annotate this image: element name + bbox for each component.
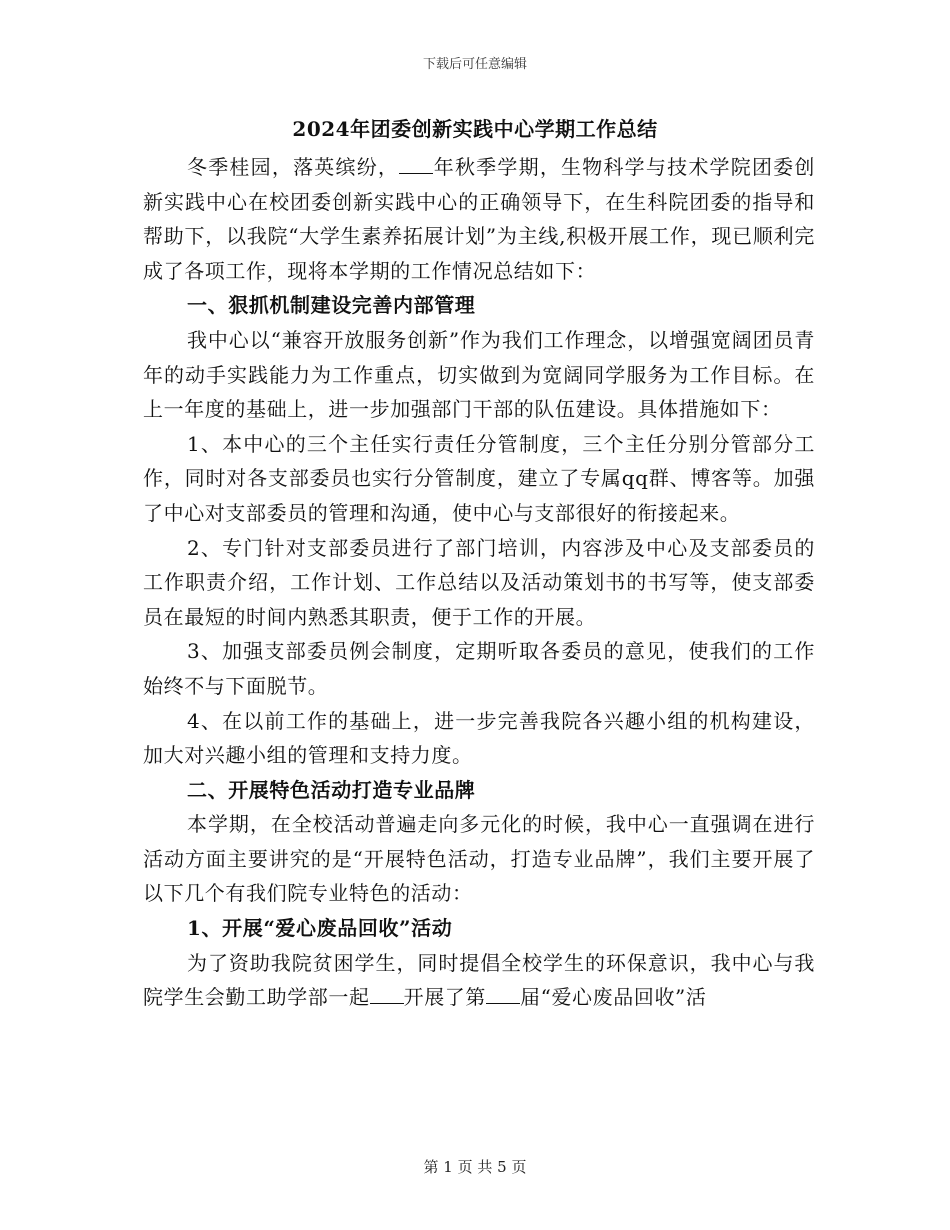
section1-item-4: 4、在以前工作的基础上，进一步完善我院各兴趣小组的机构建设，加大对兴趣小组的管理和支持力度。 bbox=[143, 708, 815, 768]
section1-paragraph: 我中心以“兼容开放服务创新”作为我们工作理念，以增强宽阔团员青年的动手实践能力为工作重点，切实做到为宽阔同学服务为工作目标。在上一年度的基础上，进一步加强部门干部的队伍建设。具体措施如下： bbox=[143, 327, 815, 422]
intro-text-start: 冬季桂园，落英缤纷， bbox=[187, 155, 400, 179]
section1-item-1: 1、本中心的三个主任实行责任分管制度，三个主任分别分管部分工作，同时对各支部委员也实行分管制度，建立了专属qq群、博客等。加强了中心对支部委员的管理和沟通，使中心与支部很好的衔接起来。 bbox=[143, 431, 815, 525]
intro-paragraph bbox=[143, 150, 815, 288]
section1-item-3: 3、加强支部委员例会制度，定期听取各委员的意见，使我们的工作始终不与下面脱节。 bbox=[143, 639, 815, 698]
intro-text-rest: 年秋季学期，生物科学与技术学院团委创新实践中心在校团委创新实践中心的正确领导下，在生科院团委的指导和帮助下，以我院“大学生素养拓展计划”为主线,积极开展工作，现已顺利完成了各项工作，现将本学期的工作情况总结如下： bbox=[143, 155, 815, 283]
fill-blank bbox=[370, 985, 404, 1004]
document-title: 2024年团委创新实践中心学期工作总结 bbox=[292, 117, 658, 141]
sub1-text-1: 为了资助我院贫困学生，同时提倡全校学生的环保意识，我中心与我院学生会勤工助学部一起 bbox=[143, 950, 815, 1010]
section2-sub1-paragraph bbox=[143, 946, 815, 1015]
fill-blank bbox=[486, 985, 520, 1004]
sub1-text-2: 开展了第 bbox=[403, 985, 487, 1010]
document-body bbox=[143, 150, 815, 1015]
sub1-text-3: 届“爱心废品回收”活 bbox=[520, 985, 707, 1010]
section1-heading: 一、狠抓机制建设完善内部管理 bbox=[187, 293, 476, 318]
section2-sub1-heading: 1、开展“爱心废品回收”活动 bbox=[187, 916, 453, 941]
section2-heading: 二、开展特色活动打造专业品牌 bbox=[187, 777, 476, 802]
section1-item-2: 2、专门针对支部委员进行了部门培训，内容涉及中心及支部委员的工作职责介绍，工作计划、工作总结以及活动策划书的书写等，使支部委员在最短的时间内熟悉其职责，便于工作的开展。 bbox=[143, 535, 815, 629]
header-note: 下载后可任意编辑 bbox=[422, 57, 527, 72]
fill-blank bbox=[399, 155, 433, 174]
page-footer: 第 1 页 共 5 页 bbox=[423, 1158, 527, 1176]
section2-paragraph: 本学期，在全校活动普遍走向多元化的时候，我中心一直强调在进行活动方面主要讲究的是“开展特色活动，打造专业品牌”，我们主要开展了以下几个有我们院专业特色的活动： bbox=[143, 812, 815, 906]
